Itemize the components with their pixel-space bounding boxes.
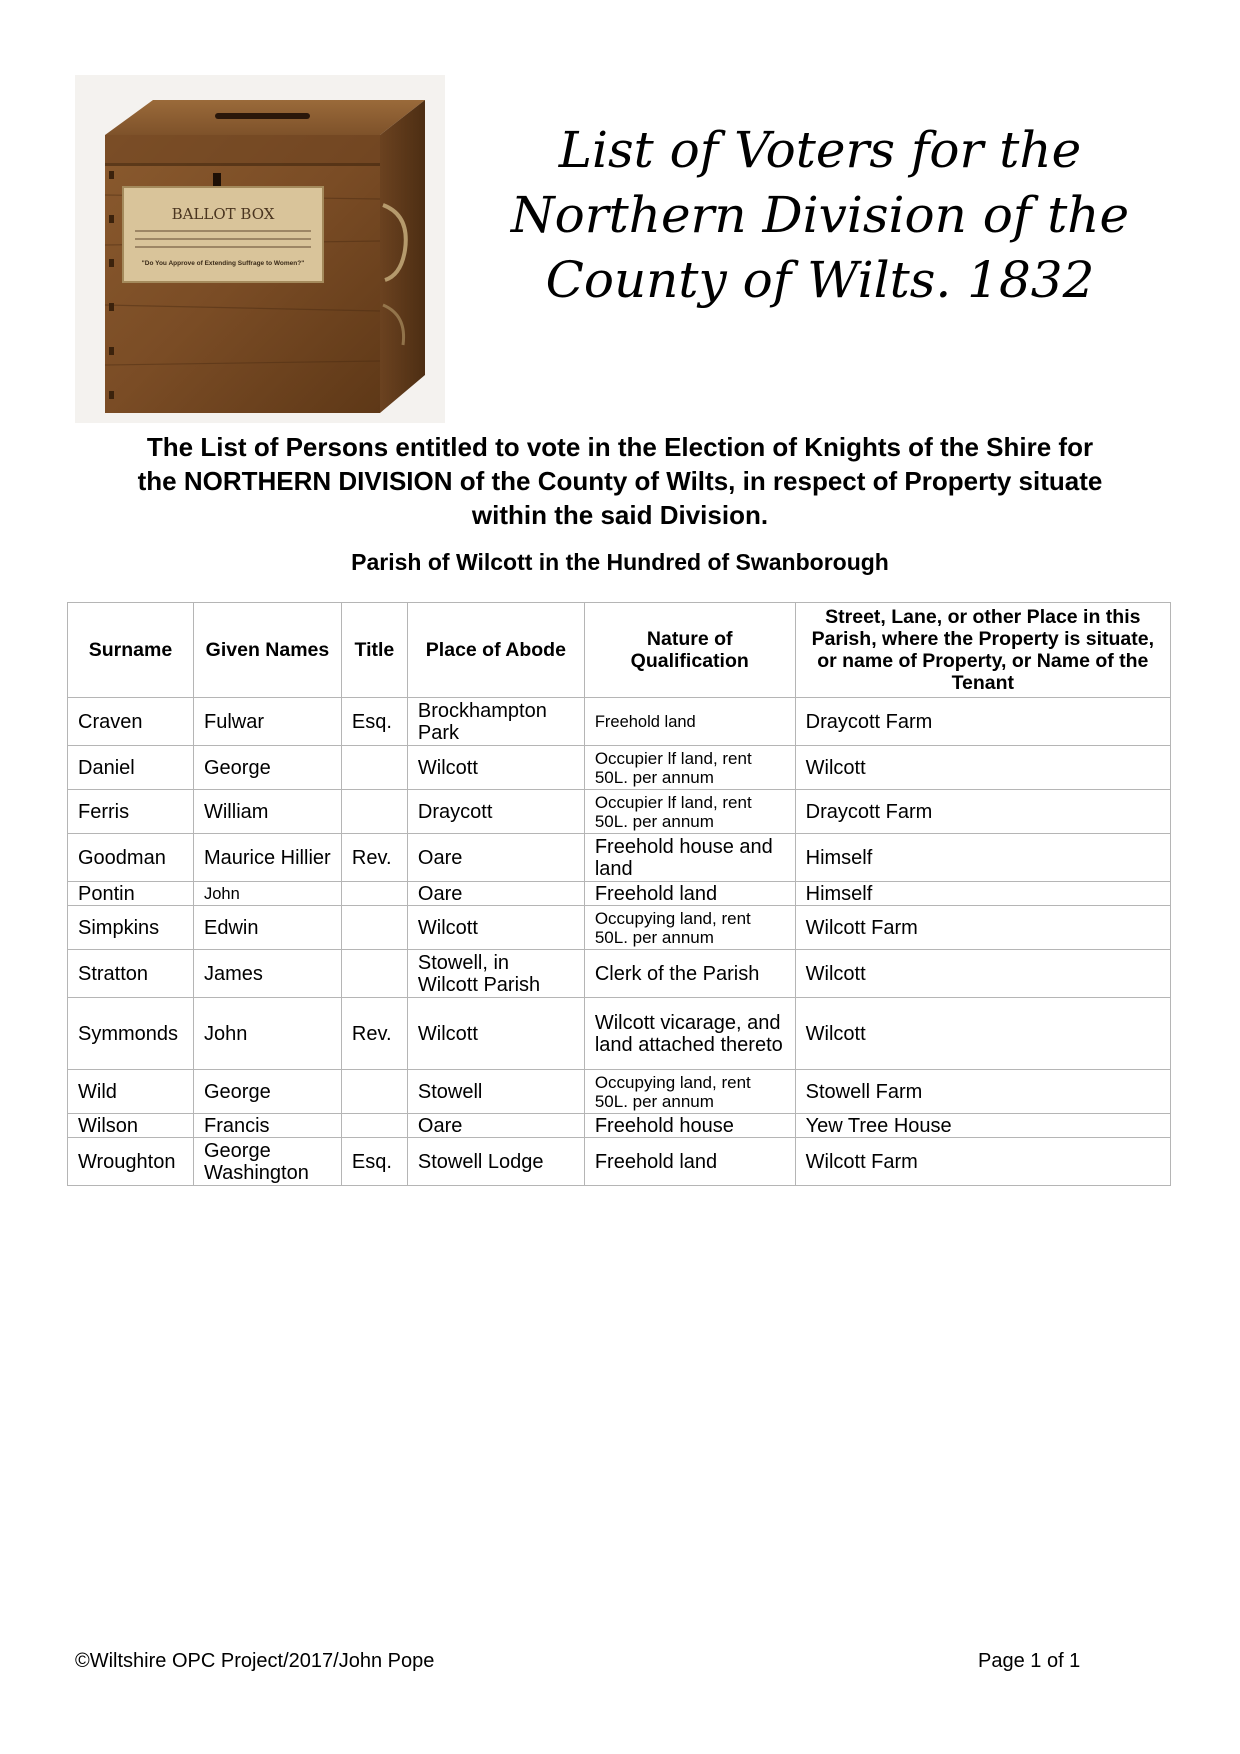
cell-place-of-abode: Wilcott bbox=[407, 998, 584, 1070]
cell-given-names: Edwin bbox=[193, 906, 341, 950]
cell-qualification: Wilcott vicarage, and land attached thereto bbox=[584, 998, 795, 1070]
cell-qualification: Clerk of the Parish bbox=[584, 950, 795, 998]
cell-given-names: John bbox=[193, 998, 341, 1070]
ballot-box-photo bbox=[75, 75, 445, 423]
cell-title bbox=[341, 790, 407, 834]
cell-surname: Stratton bbox=[68, 950, 194, 998]
table-row bbox=[68, 882, 1171, 906]
cell-title: Rev. bbox=[341, 998, 407, 1070]
cell-qualification: Occupying land, rent 50L. per annum bbox=[584, 1070, 795, 1114]
table-row bbox=[68, 746, 1171, 790]
cell-title bbox=[341, 1114, 407, 1138]
intro-line: the NORTHERN DIVISION of the County of Wilts, in respect of Property situate bbox=[137, 466, 1103, 496]
cell-surname: Wroughton bbox=[68, 1138, 194, 1186]
cell-qualification: Freehold house bbox=[584, 1114, 795, 1138]
cell-given-names: James bbox=[193, 950, 341, 998]
cell-given-names: Francis bbox=[193, 1114, 341, 1138]
cell-property: Wilcott Farm bbox=[795, 1138, 1170, 1186]
intro-line: The List of Persons entitled to vote in the Election of Knights of the Shire for bbox=[146, 432, 1094, 462]
cell-qualification: Freehold land bbox=[584, 1138, 795, 1186]
header-property-location: Street, Lane, or other Place in this Parish, where the Property is situate, or name of Property, or Name of the Tenant bbox=[795, 603, 1170, 698]
document-title bbox=[480, 118, 1160, 313]
table-row bbox=[68, 998, 1171, 1070]
cell-place-of-abode: Stowell, in Wilcott Parish bbox=[407, 950, 584, 998]
cell-title bbox=[341, 882, 407, 906]
voters-table bbox=[67, 602, 1171, 1186]
cell-surname: Goodman bbox=[68, 834, 194, 882]
cell-surname: Symmonds bbox=[68, 998, 194, 1070]
header-title: Title bbox=[341, 603, 407, 698]
cell-property: Draycott Farm bbox=[795, 790, 1170, 834]
table-row bbox=[68, 1138, 1171, 1186]
cell-property: Yew Tree House bbox=[795, 1114, 1170, 1138]
cell-property: Stowell Farm bbox=[795, 1070, 1170, 1114]
header-place-of-abode: Place of Abode bbox=[407, 603, 584, 698]
table-row bbox=[68, 834, 1171, 882]
cell-surname: Ferris bbox=[68, 790, 194, 834]
cell-qualification: Occupier lf land, rent 50L. per annum bbox=[584, 790, 795, 834]
intro-line: within the said Division. bbox=[471, 500, 769, 530]
header-given-names: Given Names bbox=[193, 603, 341, 698]
cell-place-of-abode: Brockhampton Park bbox=[407, 698, 584, 746]
table-row bbox=[68, 950, 1171, 998]
cell-place-of-abode: Wilcott bbox=[407, 906, 584, 950]
cell-surname: Simpkins bbox=[68, 906, 194, 950]
cell-given-names: Maurice Hillier bbox=[193, 834, 341, 882]
ballot-box-label: BALLOT BOX bbox=[171, 205, 275, 223]
cell-place-of-abode: Oare bbox=[407, 834, 584, 882]
cell-given-names: Fulwar bbox=[193, 698, 341, 746]
cell-surname: Wild bbox=[68, 1070, 194, 1114]
cell-given-names: John bbox=[193, 882, 341, 906]
cell-place-of-abode: Stowell bbox=[407, 1070, 584, 1114]
table-row bbox=[68, 1070, 1171, 1114]
cell-given-names: George bbox=[193, 746, 341, 790]
title-line: County of Wilts. 1832 bbox=[545, 251, 1095, 309]
cell-given-names: George bbox=[193, 1070, 341, 1114]
cell-property: Wilcott Farm bbox=[795, 906, 1170, 950]
cell-property: Wilcott bbox=[795, 746, 1170, 790]
cell-title bbox=[341, 1070, 407, 1114]
footer-page-number: Page 1 of 1 bbox=[978, 1650, 1081, 1672]
cell-given-names: William bbox=[193, 790, 341, 834]
cell-property: Wilcott bbox=[795, 998, 1170, 1070]
table-row bbox=[68, 790, 1171, 834]
cell-property: Himself bbox=[795, 882, 1170, 906]
table-row bbox=[68, 1114, 1171, 1138]
cell-surname: Wilson bbox=[68, 1114, 194, 1138]
cell-property: Wilcott bbox=[795, 950, 1170, 998]
cell-place-of-abode: Wilcott bbox=[407, 746, 584, 790]
cell-title: Rev. bbox=[341, 834, 407, 882]
cell-place-of-abode: Oare bbox=[407, 1114, 584, 1138]
title-line: List of Voters for the bbox=[558, 121, 1082, 179]
header-surname: Surname bbox=[68, 603, 194, 698]
intro-paragraph bbox=[60, 430, 1180, 532]
cell-title: Esq. bbox=[341, 698, 407, 746]
cell-surname: Pontin bbox=[68, 882, 194, 906]
ballot-box-slogan: "Do You Approve of Extending Suffrage to Women?" bbox=[141, 260, 305, 267]
cell-given-names: George Washington bbox=[193, 1138, 341, 1186]
parish-heading: Parish of Wilcott in the Hundred of Swanborough bbox=[351, 549, 889, 575]
cell-title bbox=[341, 746, 407, 790]
cell-surname: Craven bbox=[68, 698, 194, 746]
cell-qualification: Occupier lf land, rent 50L. per annum bbox=[584, 746, 795, 790]
cell-qualification: Freehold land bbox=[584, 698, 795, 746]
footer-copyright: ©Wiltshire OPC Project/2017/John Pope bbox=[75, 1650, 435, 1672]
cell-qualification: Occupying land, rent 50L. per annum bbox=[584, 906, 795, 950]
cell-qualification: Freehold land bbox=[584, 882, 795, 906]
cell-surname: Daniel bbox=[68, 746, 194, 790]
table-row bbox=[68, 906, 1171, 950]
cell-property: Draycott Farm bbox=[795, 698, 1170, 746]
header-nature-of-qualification: Nature of Qualification bbox=[584, 603, 795, 698]
cell-title bbox=[341, 906, 407, 950]
cell-title: Esq. bbox=[341, 1138, 407, 1186]
cell-place-of-abode: Draycott bbox=[407, 790, 584, 834]
cell-place-of-abode: Stowell Lodge bbox=[407, 1138, 584, 1186]
title-line: Northern Division of the bbox=[510, 186, 1130, 244]
cell-title bbox=[341, 950, 407, 998]
table-row bbox=[68, 698, 1171, 746]
table-header-row bbox=[68, 603, 1171, 698]
cell-qualification: Freehold house and land bbox=[584, 834, 795, 882]
cell-place-of-abode: Oare bbox=[407, 882, 584, 906]
cell-property: Himself bbox=[795, 834, 1170, 882]
